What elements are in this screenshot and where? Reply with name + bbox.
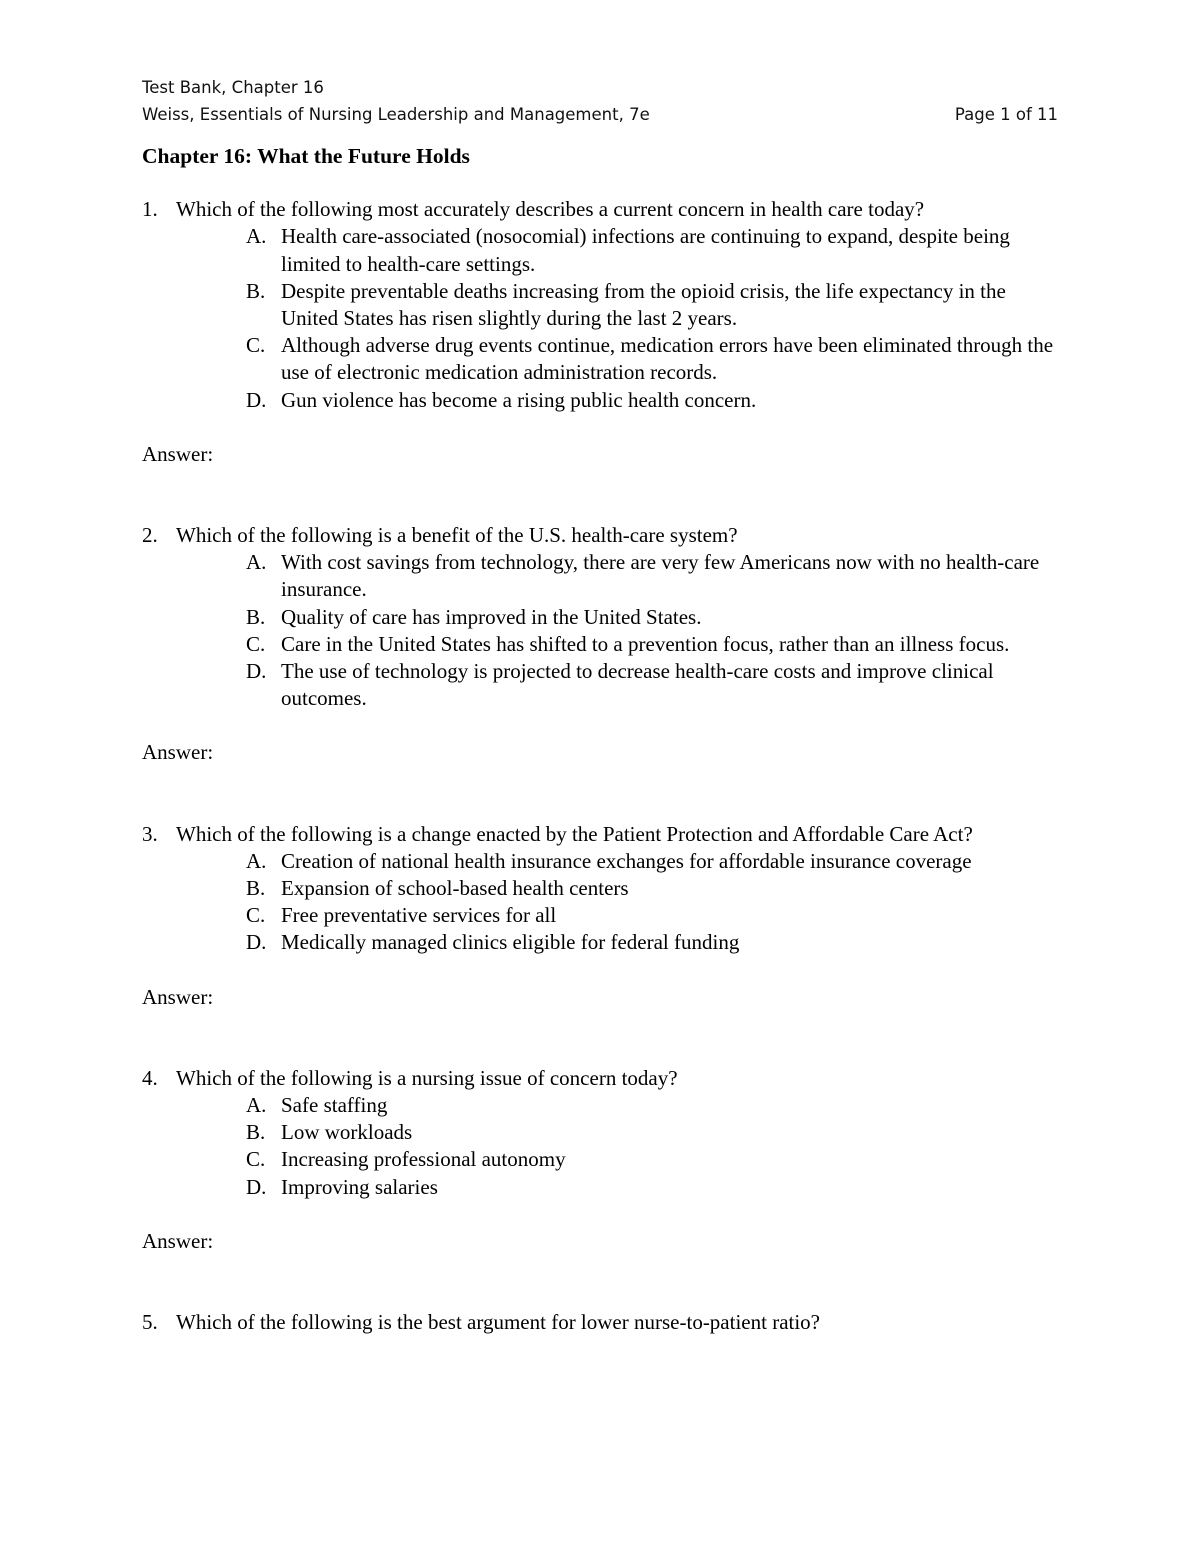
question-1 [142,196,1082,468]
option-letter: C. [246,631,266,656]
option-letter: D. [246,1174,267,1199]
option-b [142,278,1082,332]
question-number: 1. [142,197,158,222]
option-d [142,658,1082,712]
header-line-1: Test Bank, Chapter 16 [142,78,324,97]
question-number: 3. [142,821,158,846]
question-text: Which of the following is the best argument for lower nurse-to-patient ratio? [176,1310,821,1335]
option-letter: C. [246,333,266,358]
question-text: Which of the following is a nursing issue of concern today? [176,1065,678,1090]
question-stem [142,196,1082,223]
question-3 [142,821,1082,1011]
page-number: Page 1 of 11 [954,105,1058,124]
option-letter: B. [246,876,266,901]
answer-options [142,1092,1082,1201]
option-letter: D. [246,387,267,412]
header-line-2: Weiss, Essentials of Nursing Leadership and Management, 7e [142,105,650,124]
option-text: Gun violence has become a rising public health concern. [281,387,757,412]
option-text: Medically managed clinics eligible for federal funding [281,930,740,955]
option-b [142,604,1082,631]
chapter-title: Chapter 16: What the Future Holds [142,144,470,168]
answer-label: Answer: [142,1228,214,1253]
option-letter: C. [246,1147,266,1172]
option-a [142,848,1082,875]
option-text: Care in the United States has shifted to a prevention focus, rather than an illness focus. [281,631,1010,656]
answer-options [142,848,1082,957]
question-text: Which of the following is a change enacted by the Patient Protection and Affordable Care Act? [176,821,973,846]
question-stem [142,821,1082,848]
option-letter: B. [246,278,266,303]
option-text: Despite preventable deaths increasing from the opioid crisis, the life expectancy in the United States has risen slightly during the last 2 years. [281,278,1006,331]
option-d [142,929,1082,956]
option-c [142,332,1082,386]
document-body [142,143,1082,1336]
option-letter: D. [246,659,267,684]
option-text: With cost savings from technology, there are very few Americans now with no health-care insurance. [281,550,1040,602]
option-letter: B. [246,1120,266,1145]
option-letter: D. [246,930,267,955]
question-number: 2. [142,523,158,548]
question-stem [142,522,1082,549]
option-a [142,549,1082,603]
option-text: Improving salaries [281,1174,438,1199]
question-stem [142,1065,1082,1092]
option-b [142,1119,1082,1146]
answer-label: Answer: [142,984,214,1009]
question-number: 5. [142,1310,158,1335]
option-b [142,875,1082,902]
option-c [142,1146,1082,1173]
option-text: Free preventative services for all [281,903,557,928]
option-d [142,387,1082,414]
question-4 [142,1065,1082,1255]
page-header [142,74,1058,128]
option-text: Expansion of school-based health centers [281,876,629,901]
option-letter: B. [246,604,266,629]
answer-options [142,549,1082,712]
option-d [142,1174,1082,1201]
answer-label: Answer: [142,441,214,466]
question-text: Which of the following is a benefit of the U.S. health-care system? [176,523,738,548]
question-number: 4. [142,1065,158,1090]
option-text: Although adverse drug events continue, medication errors have been eliminated through the use of electronic medication administration records. [281,333,1054,385]
option-letter: A. [246,550,267,575]
option-letter: A. [246,848,267,873]
answer-label: Answer: [142,740,214,765]
option-c [142,631,1082,658]
question-text: Which of the following most accurately describes a current concern in health care today? [176,197,925,222]
question-5 [142,1309,1082,1336]
option-text: Increasing professional autonomy [281,1147,566,1172]
option-letter: A. [246,1093,267,1118]
option-c [142,902,1082,929]
question-2 [142,522,1082,767]
option-a [142,1092,1082,1119]
option-text: Creation of national health insurance exchanges for affordable insurance coverage [281,848,972,873]
option-a [142,223,1082,277]
option-text: Quality of care has improved in the United States. [281,604,702,629]
option-text: Low workloads [281,1120,413,1145]
option-text: The use of technology is projected to decrease health-care costs and improve clinical outcomes. [281,659,994,711]
question-stem [142,1309,1082,1336]
option-text: Health care-associated (nosocomial) infections are continuing to expand, despite being limited to health-care settings. [281,224,1010,276]
option-text: Safe staffing [281,1093,388,1118]
option-letter: C. [246,903,266,928]
answer-options [142,223,1082,413]
header-row-2 [142,101,1058,128]
option-letter: A. [246,224,267,249]
